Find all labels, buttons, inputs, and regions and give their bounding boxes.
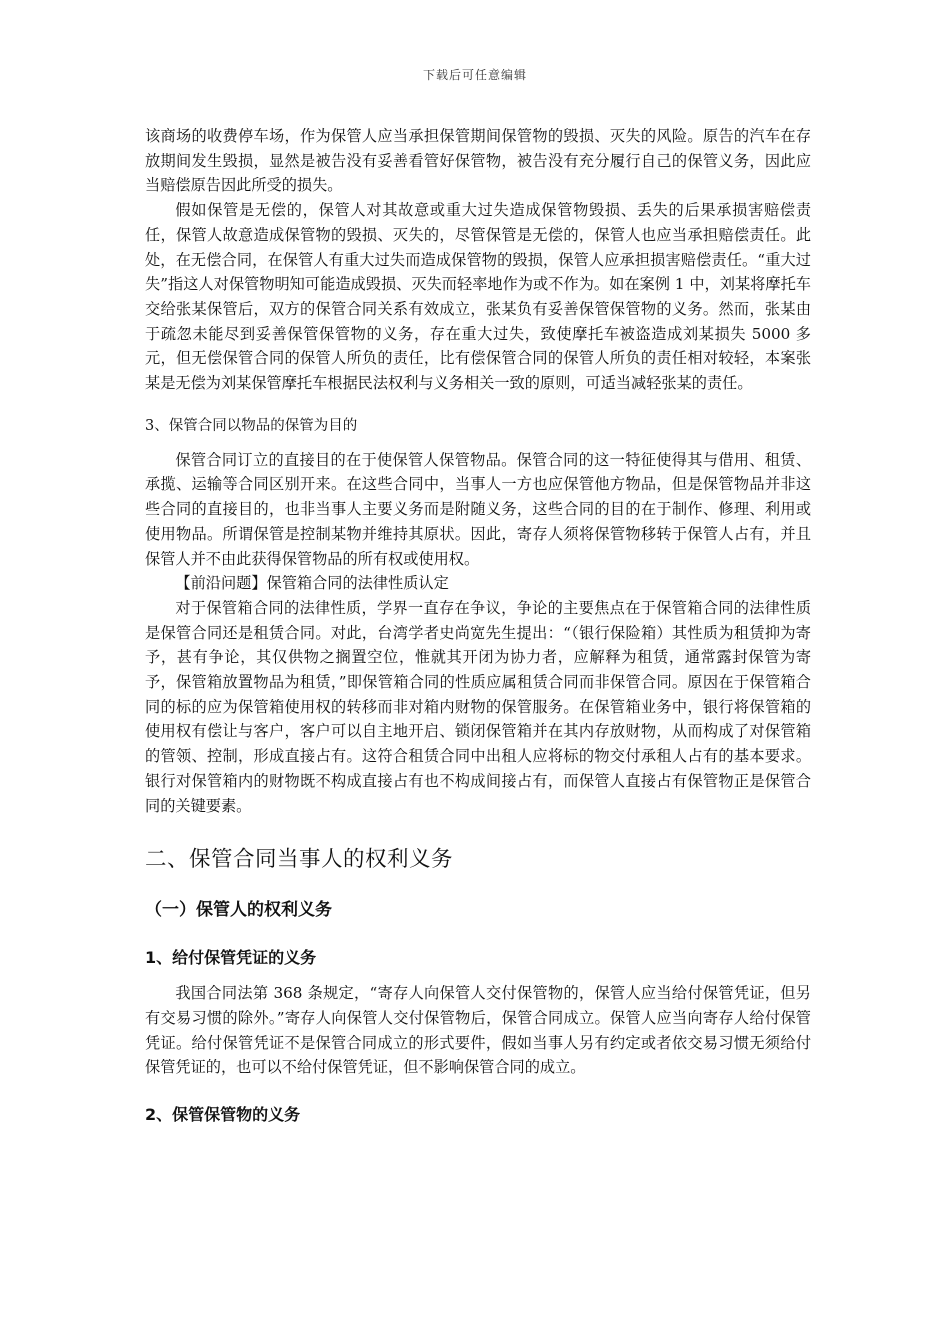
paragraph-article-368: 我国合同法第 368 条规定，“寄存人向保管人交付保管物的，保管人应当给付保管凭证，但另有交易习惯的除外。”寄存人向保管人交付保管物后，保管合同成立。保管人应当向寄存人给付保管凭证。给付保管凭证不是保管合同成立的形式要件，假如当事人另有约定或者依交易习惯无须给付保管凭证的，也可以不给付保管凭证，但不影响保管合同的成立。 [145, 984, 811, 1077]
paragraph-custody-purpose: 保管合同订立的直接目的在于使保管人保管物品。保管合同的这一特征使得其与借用、租赁、承揽、运输等合同区别开来。在这些合同中，当事人一方也应保管他方物品，但是保管物品并非这些合同的直接目的，也非当事人主要义务而是附随义务，这些合同的目的在于制作、修理、利用或使用物品。所谓保管是控制某物并维持其原状。因此，寄存人须将保管物移转于保管人占有，并且保管人并不由此获得保管物品的所有权或使用权。 [145, 450, 811, 568]
subheading-safekeeping-obligation: 2、保管保管物的义务 [145, 1105, 301, 1125]
subheading-custodian-rights: （一）保管人的权利义务 [145, 900, 332, 921]
page-header: 下载后可任意编辑 [422, 68, 527, 82]
document-body [145, 124, 811, 1128]
section-heading-purpose: 3、保管合同以物品的保管为目的 [145, 417, 358, 434]
paragraph-gratuitous-custody: 假如保管是无偿的，保管人对其故意或重大过失造成保管物毁损、丢失的后果承损害赔偿责任，保管人故意造成保管物的毁损、灭失的，尽管保管是无偿的，保管人也应当承担赔偿责任。此处，在无偿合同，在保管人有重大过失而造成保管物的毁损，保管人应承担损害赔偿责任。“重大过失”指这人对保管物明知可能造成毁损、灭失而轻率地作为或不作为。如在案例 1 中，刘某将摩托车交给张某保管后，双方的保管合同关系有效成立，张某负有妥善保管保管物的义务。然而，张某由于疏忽未能尽到妥善保管保管物的义务，存在重大过失，致使摩托车被盗造成刘某损失 5000 多元，但无偿保管合同的保管人所负的责任，比有偿保管合同的保管人所负的责任相对较轻，本案张某是无偿为刘某保管摩托车根据民法权利与义务相关一致的原则，可适当减轻张某的责任。 [145, 201, 811, 393]
chapter-heading-rights-obligations: 二、保管合同当事人的权利义务 [145, 847, 454, 873]
paragraph-parking-liability: 该商场的收费停车场，作为保管人应当承担保管期间保管物的毁损、灭失的风险。原告的汽车在存放期间发生毁损，显然是被告没有妥善看管好保管物，被告没有充分履行自己的保管义务，因此应当赔偿原告因此所受的损失。 [145, 127, 811, 195]
paragraph-frontier-issue: 【前沿问题】保管箱合同的法律性质认定 [175, 574, 449, 593]
paragraph-safe-deposit-box: 对于保管箱合同的法律性质，学界一直存在争议，争论的主要焦点在于保管箱合同的法律性质是保管合同还是租赁合同。对此，台湾学者史尚宽先生提出：“（银行保险箱）其性质为租赁抑为寄予，甚有争论，其仅供物之搁置空位，惟就其开闭为协力者，应解释为租赁，通常露封保管为寄予，保管箱放置物品为租赁，”即保管箱合同的性质应属租赁合同而非保管合同。原因在于保管箱合同的标的应为保管箱使用权的转移而非对箱内财物的保管服务。在保管箱业务中，银行将保管箱的使用权有偿让与客户，客户可以自主地开启、锁闭保管箱并在其内存放财物，从而构成了对保管箱的管领、控制，形成直接占有。这符合租赁合同中出租人应将标的物交付承租人占有的基本要求。银行对保管箱内的财物既不构成直接占有也不构成间接占有，而保管人直接占有保管物正是保管合同的关键要素。 [145, 598, 811, 815]
subheading-receipt-obligation: 1、给付保管凭证的义务 [145, 948, 317, 968]
